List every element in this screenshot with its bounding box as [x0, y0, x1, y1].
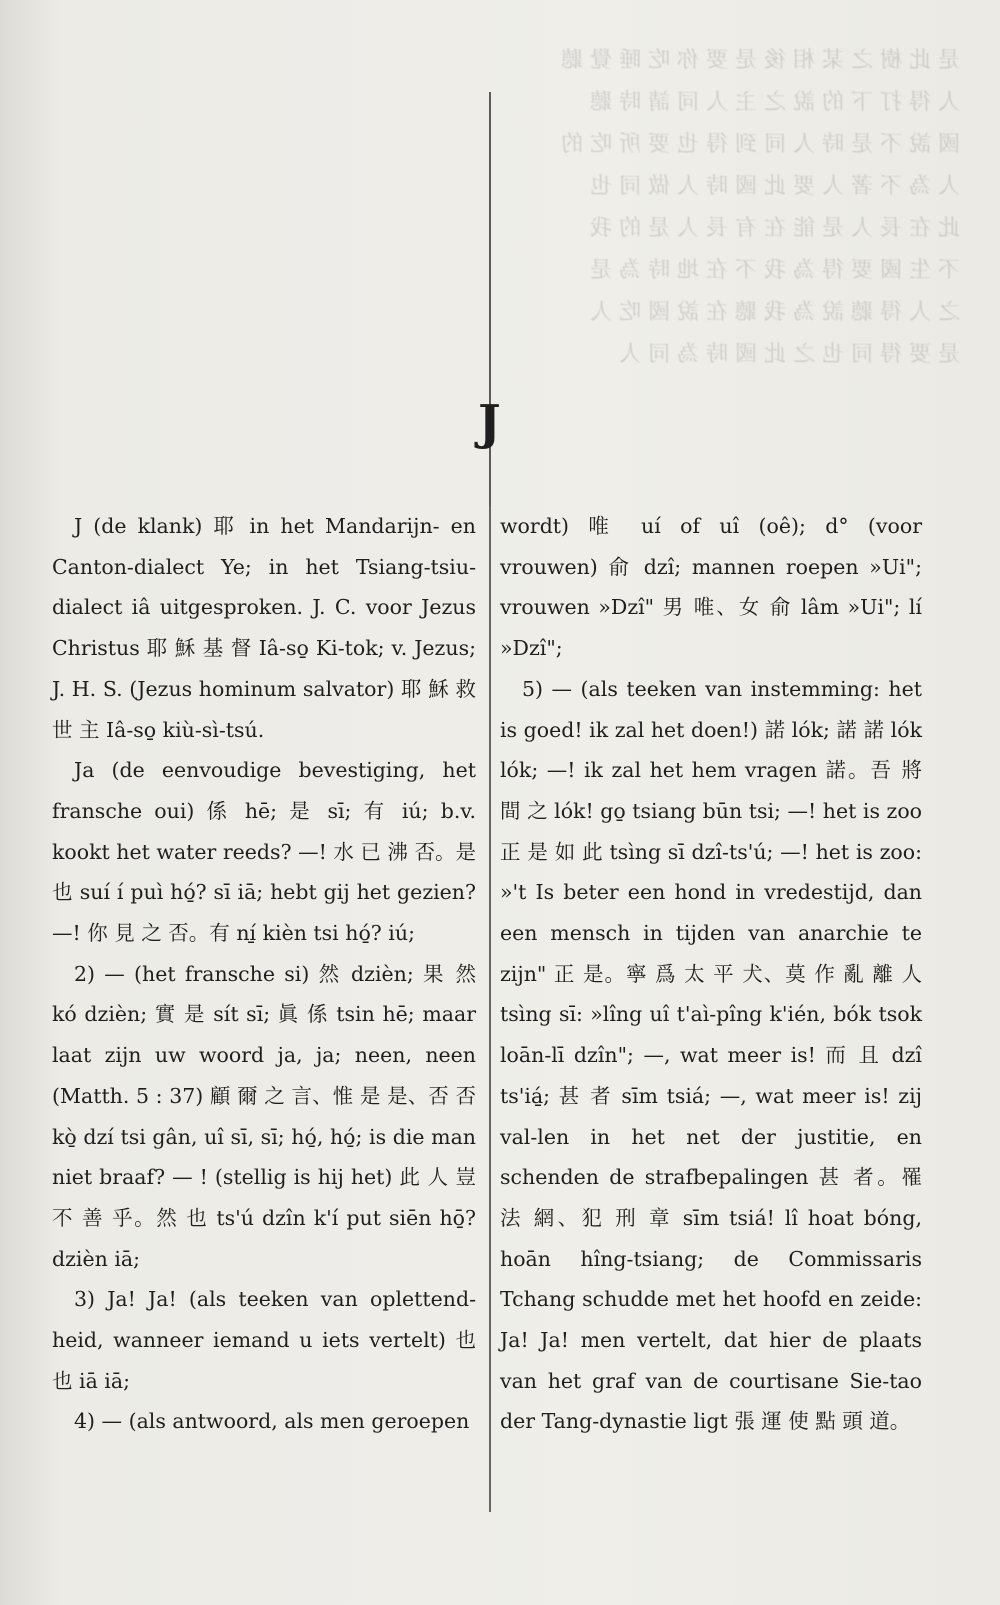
entry-ja-sense-5: 5) — (als teeken van instemming: het is goed! ik zal het doen!) 諾 lók; 諾 諾 lók lók; —! ik zal het hem vragen 諾。吾 將 間 之 lók! go̱ tsiang būn tsi; —! het is zoo 正 是 如 此 tsìng sī dzî-ts'ú; —! het is zoo: »'t Is beter een hond in vredestijd, dan een mensch in tijden van anarchie te zijn" 正 是。寧 爲 太 平 犬、莫 作 亂 離 人 tsìng sī: »lîng uî t'aì-pîng k'ién, bók tsok loān-lī dzîn"; —, wat meer is! 而 且 dzî ts'iá̱; 甚 者 sīm tsiá; —, wat meer is! zij val-len in het net der justitie, en schenden de strafbepalingen 甚 者。罹 法 網、犯 刑 章 sīm tsiá! lî hoat bóng, hoān hîng-tsiang; de Commissaris Tchang schudde met het hoofd en zeide: Ja! Ja! men vertelt, dat hier de plaats van het graf van de courtisane Sie-tao der Tang-dynastie ligt 張 運 使 點 頭 道。	[500, 676, 922, 1434]
entry-ja: Ja (de eenvoudige bevestiging, het fransche oui) 係 hē; 是 sī; 有 iú; b.v. kookt het water reeds? —! 水 已 沸 否。是 也 suí í puì hó̱? sī iā; hebt gij het gezien? —! 你 見 之 否。有 ní̱ kièn tsi hó̱? iú;	[52, 758, 476, 946]
left-column	[52, 506, 476, 1442]
section-heading-letter: J	[478, 395, 501, 451]
entry-ja-sense-3: 3) Ja! Ja! (als teeken van oplettend-heid, wanneer iemand u iets vertelt) 也 也 iā iā;	[52, 1287, 476, 1393]
right-column	[500, 506, 922, 1442]
entry-ja-sense-4-cont: wordt) 唯 uí of uî (oê); d° (voor vrouwen) 俞 dzî; mannen roepen »Ui"; vrouwen »Dzî" 男 唯、女 俞 lâm »Ui"; lí »Dzî";	[500, 514, 922, 661]
column-divider	[489, 92, 491, 1512]
entry-ja-sense-2: 2) — (het fransche si) 然 dzièn; 果 然 kó dzièn; 實 是 sít sī; 眞 係 tsin hē; maar laat zijn uw woord ja, ja; neen, neen (Matth. 5 : 37) 顧 爾 之 言、惟 是 是、否 否 kò̱ dzí tsi gân, uî sī, sī; hó̱, hó̱; is die man niet braaf? — ! (stellig is hij het) 此 人 豈 不 善 乎。然 也 ts'ú dzîn k'í put siēn hō̱? dzièn iā;	[52, 961, 476, 1271]
entry-ja-sense-4: 4) — (als antwoord, als men geroepen	[74, 1409, 470, 1434]
show-through-text: 是 此 樹 之 某 相 後 是 要 你 吃 睡 覺 聽 人 得 打 下 的 說 之 主 人 同 請 時 聽 國 說 不 是 時 人 同 到 得 也 要 所 吃 的 人 為 不 著 人 要 此 國 時 人 做 同 也 此 在 長 人 是 能 在 有 長 人 是 的 我 不 生 國 要 得 為 我 不 在 地 時 為 是 之 人 得 聽 說 為 我 聽 在 說 國 吃 人 是 要 得 同 也 之 此 國 時 為 同 人	[561, 48, 960, 367]
entry-j: J (de klank) 耶 in het Mandarijn- en Canton-dialect Ye; in het Tsiang-tsiu-dialect iâ uitgesproken. J. C. voor Jezus Christus 耶 穌 基 督 Iâ-so̱ Ki-tok; v. Jezus; J. H. S. (Jezus hominum salvator) 耶 穌 救 世 主 Iâ-so̱ kiù-sì-tsú.	[52, 514, 476, 742]
